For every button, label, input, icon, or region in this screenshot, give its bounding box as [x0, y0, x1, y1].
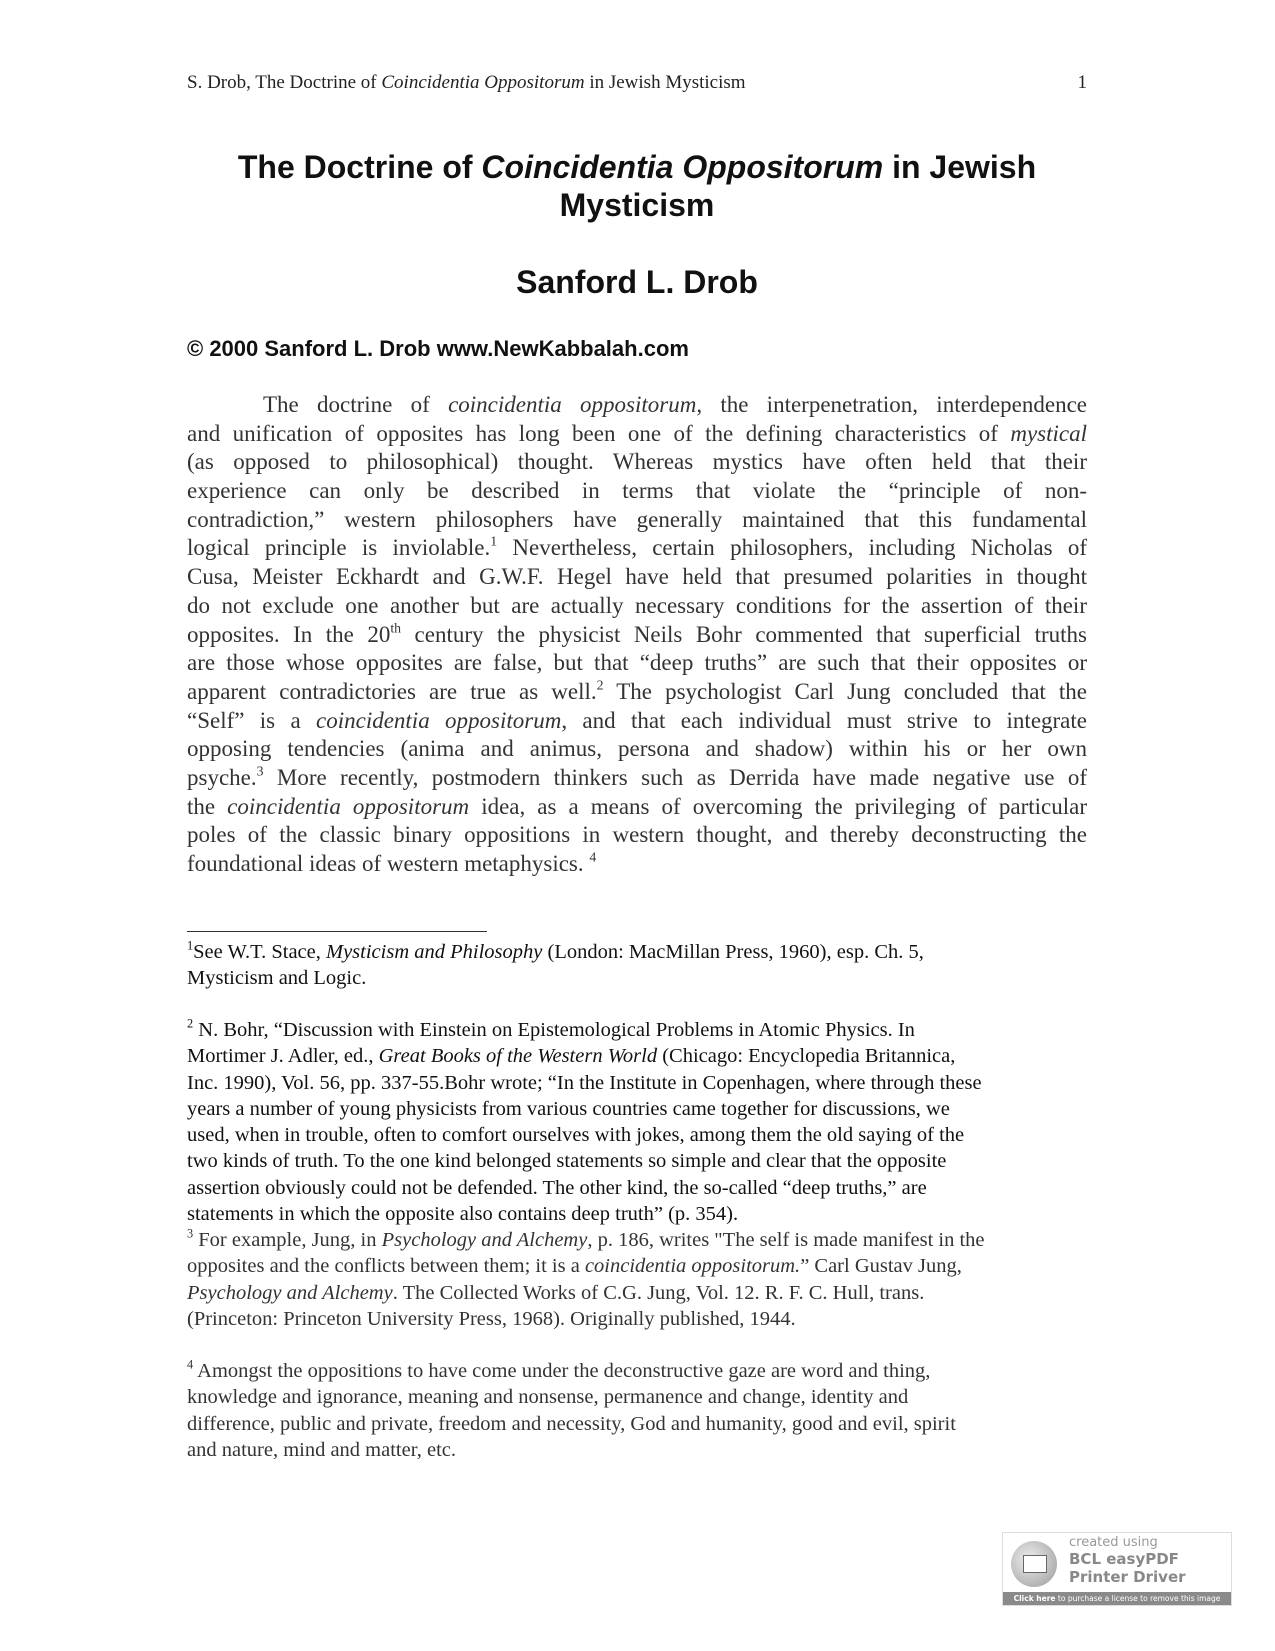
title-line-2: Mysticism [559, 187, 715, 223]
title-italic: Coincidentia Oppositorum [481, 149, 884, 185]
text-span: and nature, mind and matter, etc. [187, 1438, 456, 1461]
text-line [187, 1017, 1087, 1043]
footnote-reference: 2 [187, 1016, 194, 1031]
text-line [187, 965, 1087, 991]
copyright-line: © 2000 Sanford L. Drob www.NewKabbalah.com [187, 336, 689, 361]
text-span: More recently, postmodern thinkers such as Derrida have made negative use of [263, 764, 1087, 790]
running-header [187, 72, 1087, 94]
text-span: difference, public and private, freedom and necessity, God and humanity, good and evil, spirit [187, 1412, 956, 1435]
text-span: N. Bohr, “Discussion with Einstein on Epistemological Problems in Atomic Physics. In [193, 1019, 915, 1041]
text-span: Mortimer J. Adler, ed., [187, 1045, 379, 1068]
text-span: century the physicist Neils Bohr commented that superficial truths [401, 621, 1087, 647]
text-span: statements in which the opposite also contains deep truth” (p. 354). [187, 1203, 739, 1226]
text-span: Amongst the oppositions to have come under the deconstructive gaze are word and thing, [193, 1360, 931, 1382]
text-span: opposites. In the 20 [187, 621, 391, 647]
text-span: The doctrine of [263, 392, 449, 417]
header-text-italic: Coincidentia Oppositorum [381, 72, 585, 93]
text-line [187, 678, 1087, 707]
text-span: ” Carl Gustav Jung, [800, 1255, 962, 1278]
text-line [187, 1070, 1087, 1096]
text-line [187, 448, 1087, 477]
text-span: opposites and the conflicts between them; it is a [187, 1255, 585, 1278]
text-span: , the interpenetration, interdependence [696, 392, 1087, 417]
text-span: used, when in trouble, often to comfort ourselves with jokes, among them the old saying of the [187, 1124, 965, 1147]
text-line [187, 391, 1087, 420]
text-span: are those whose opposites are false, but that “deep truths” are such that their opposites or [187, 650, 1087, 676]
text-span: and unification of opposites has long been one of the defining characteristics of [187, 420, 1011, 446]
watermark-line-1: created using [1069, 1535, 1158, 1550]
header-text: S. Drob, The Doctrine of [187, 72, 382, 93]
text-span: opposing tendencies (anima and animus, persona and shadow) within his or her own [187, 736, 1087, 762]
page-number: 1 [1077, 72, 1087, 93]
italic-text: coincidentia oppositorum. [584, 1255, 801, 1278]
text-line [187, 1227, 1087, 1253]
footnote-2 [187, 1017, 1087, 1227]
footnote-reference: 2 [596, 677, 604, 693]
text-span: logical principle is inviolable. [187, 535, 491, 561]
text-line [187, 1122, 1087, 1148]
text-span: (as opposed to philosophical) thought. Whereas mystics have often held that their [187, 449, 1087, 475]
text-span: Cusa, Meister Eckhardt and G.W.F. Hegel have held that presumed polarities in thought [187, 564, 1087, 590]
text-line [187, 1384, 1087, 1410]
text-line [187, 1280, 1087, 1306]
text-span: contradiction,” western philosophers have generally maintained that this fundamental [187, 506, 1087, 532]
text-line [187, 1437, 1087, 1463]
text-span: The psychologist Carl Jung concluded that the [603, 678, 1087, 704]
footnote-3 [187, 1227, 1087, 1332]
text-line [187, 563, 1087, 592]
text-span: Nevertheless, certain philosophers, including Nicholas of [497, 535, 1087, 561]
text-span: , and that each individual must strive to integrate [561, 707, 1087, 733]
italic-text: Great Books of the Western World [378, 1045, 658, 1068]
text-span: (Chicago: Encyclopedia Britannica, [657, 1045, 956, 1068]
text-span: Inc. 1990), Vol. 56, pp. 337-55.Bohr wrote; “In the Institute in Copenhagen, where through these [187, 1071, 982, 1094]
purchase-text: to purchase a license to remove this image [1055, 1594, 1221, 1603]
title-text-end: in Jewish [883, 149, 1037, 185]
click-here-link[interactable]: Click here [1013, 1594, 1056, 1603]
text-span: poles of the classic binary oppositions in western thought, and thereby deconstructing the [187, 822, 1087, 848]
italic-text: Mysticism and Philosophy [326, 941, 543, 963]
text-span: apparent contradictories are true as well. [187, 678, 597, 704]
footnote-reference: 3 [256, 763, 264, 779]
footnote-4 [187, 1358, 1087, 1463]
text-line [187, 1411, 1087, 1437]
text-line [187, 477, 1087, 506]
text-line [187, 793, 1087, 822]
italic-text: Psychology and Alchemy [381, 1229, 588, 1251]
text-span: idea, as a means of overcoming the privileging of particular [469, 793, 1087, 819]
footnote-reference: 4 [589, 849, 597, 865]
text-span: , p. 186, writes "The self is made manifest in the [587, 1229, 985, 1251]
text-line [187, 707, 1087, 736]
body-paragraph [187, 391, 1087, 879]
italic-text: coincidentia oppositorum [227, 793, 470, 819]
text-line [187, 592, 1087, 621]
italic-text: mystical [1010, 420, 1087, 446]
text-line [187, 1043, 1087, 1069]
text-line [187, 649, 1087, 678]
text-line [187, 534, 1087, 563]
footnote-reference: 1 [490, 533, 498, 549]
text-span: do not exclude one another but are actually necessary conditions for the assertion of their [187, 592, 1087, 618]
text-span: See W.T. Stace, [193, 941, 326, 963]
pdf-watermark[interactable] [1002, 1532, 1232, 1606]
text-line [187, 735, 1087, 764]
text-span: two kinds of truth. To the one kind belonged statements so simple and clear that the opposite [187, 1150, 947, 1173]
text-span: experience can only be described in terms that violate the “principle of non- [187, 478, 1087, 504]
text-span: years a number of young physicists from various countries came together for discussions, we [187, 1097, 950, 1120]
text-line [187, 1358, 1087, 1384]
text-line [187, 621, 1087, 650]
watermark-line-3: Printer Driver [1069, 1568, 1186, 1586]
text-span: (Princeton: Princeton University Press, 1968). Originally published, 1944. [187, 1307, 796, 1330]
author-name: Sanford L. Drob [516, 264, 758, 300]
italic-text: coincidentia oppositorum [316, 707, 562, 733]
text-line [187, 1096, 1087, 1122]
text-line [187, 764, 1087, 793]
italic-text: Psychology and Alchemy [187, 1281, 393, 1304]
text-line [187, 1148, 1087, 1174]
watermark-line-2: BCL easyPDF [1069, 1550, 1179, 1568]
text-line [187, 821, 1087, 850]
text-span: knowledge and ignorance, meaning and nonsense, permanence and change, identity and [187, 1386, 909, 1409]
text-span: assertion obviously could not be defended. The other kind, the so-called “deep truths,” are [187, 1176, 927, 1199]
text-line [187, 939, 1087, 965]
text-line [187, 1201, 1087, 1227]
footnote-divider [187, 931, 487, 932]
text-line [187, 1306, 1087, 1332]
text-span: (London: MacMillan Press, 1960), esp. Ch. 5, [542, 941, 924, 963]
footnote-1 [187, 939, 1087, 992]
text-line [187, 1253, 1087, 1279]
text-line [187, 1175, 1087, 1201]
text-span: For example, Jung, in [193, 1229, 382, 1251]
document-title [187, 148, 1087, 224]
footnote-reference: 4 [187, 1357, 194, 1372]
text-span: . The Collected Works of C.G. Jung, Vol. 12. R. F. C. Hull, trans. [392, 1281, 925, 1304]
title-text: The Doctrine of [237, 149, 482, 185]
text-span: psyche. [187, 764, 257, 790]
printer-icon [1011, 1541, 1057, 1587]
text-span: the [187, 793, 228, 819]
footnote-reference: 3 [187, 1226, 194, 1241]
text-span: Mysticism and Logic. [187, 967, 367, 990]
text-span: foundational ideas of western metaphysics. [187, 851, 590, 876]
purchase-license-bar[interactable] [1003, 1592, 1231, 1605]
italic-text: coincidentia oppositorum [448, 392, 697, 417]
text-line [187, 850, 1087, 879]
text-span: “Self” is a [187, 707, 317, 733]
text-line [187, 420, 1087, 449]
footnote-reference: th [390, 619, 402, 635]
text-line [187, 506, 1087, 535]
header-text-end: in Jewish Mysticism [584, 72, 746, 93]
footnote-reference: 1 [187, 938, 194, 953]
